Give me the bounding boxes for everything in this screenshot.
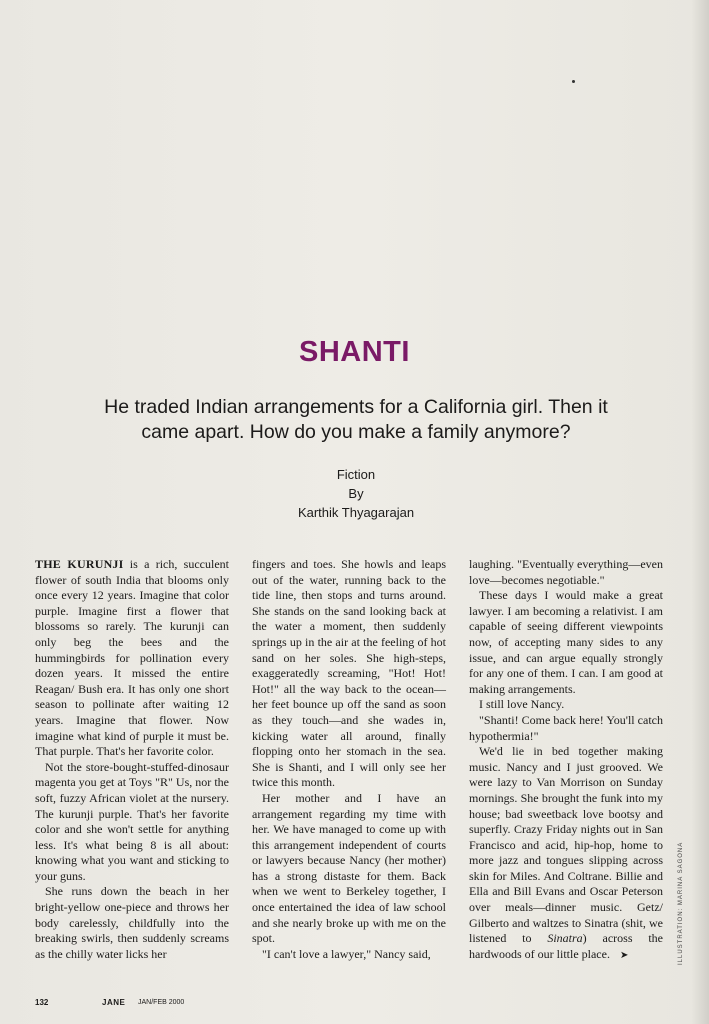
paragraph: laughing. "Eventually everything—even love—becomes negotiable."	[469, 557, 663, 587]
paragraph: "Shanti! Come back here! You'll catch hypothermia!"	[469, 712, 663, 743]
lead-in: THE KURUNJI	[35, 557, 124, 571]
genre-label: Fiction	[336, 467, 376, 482]
print-speck	[572, 80, 575, 83]
paragraph-text: is a rich, succulent flower of south India that blooms only once every 12 years. Imagine that color purple. Imagine first a flower that blossoms so rarely. The kurunji can only beg the bees and the hummingbirds for pollination every dozen years. It missed the entire Reagan/ Bush era. It has only one short season to pollinate after waiting 12 years. Imagine that flower. Now imagine what kind of purple it must be. That purple. That's her favorite color.	[35, 557, 229, 759]
issue-date: JAN/FEB 2000	[138, 999, 185, 1006]
paragraph: "I can't love a lawyer," Nancy said,	[262, 946, 431, 961]
magazine-name: JANE	[102, 998, 126, 1007]
paragraph: Her mother and I have an arrangement regarding my time with her. We have managed to come up with this arrangement independent of courts or lawyers because Nancy (her mother) has a strong distaste for them. Back when we went to Berkeley together, I once entertained the idea of law school and she nearly broke up with me on the spot.	[252, 790, 446, 946]
paragraph: She runs down the beach in her bright-yellow one-piece and throws her body carelessly, childfully into the breaking swirls, then suddenly screams as the chilly water licks her	[35, 884, 229, 961]
paragraph	[35, 557, 229, 760]
article-title: SHANTI	[299, 336, 410, 368]
column-1	[35, 557, 229, 962]
column-3	[469, 557, 663, 963]
italic-title: Sinatra	[547, 931, 583, 946]
paragraph-text: We'd lie in bed together making music. Nancy and I just grooved. We were lazy to Van Morrison on Sunday mornings. She brought the funk into my house; bad sweetback love bootsy and superfly. Crazy Friday nights out in San Francisco and acid, hip-hop, home to more jazz and tongues slipping across skin for Miles. And Coltrane. Billie and Ella and Bill Evans and Oscar Peterson over meals—dinner music. Getz/ Gilberto and waltzes to Sinatra (shit, we listened to	[469, 744, 663, 946]
paragraph: fingers and toes. She howls and leaps out of the water, running back to the tide line, then stops and turns around. She stands on the sand looking back at the water a moment, then suddenly springs up in the air at the feeling of hot sand on her soles. She high-steps, exaggeratedly screaming, "Hot! Hot! Hot!" all the way back to the ocean—her feet bounce up off the sand as soon as they touch—and she wades in, kicking water all around, finally flopping onto her stomach in the sea. She is Shanti, and I will only see her twice this month.	[252, 557, 446, 790]
author-name: Karthik Thyagarajan	[297, 505, 415, 520]
paragraph: I still love Nancy.	[479, 697, 565, 712]
by-label: By	[348, 486, 364, 501]
paragraph-text: ) across the hardwoods of our little place.	[469, 931, 663, 961]
byline	[0, 465, 709, 522]
end-arrow-icon: ➤	[619, 949, 629, 961]
illustration-credit: ILLUSTRATION: MARINA SAGONA	[678, 841, 684, 965]
paragraph	[469, 744, 663, 963]
paragraph: These days I would make a great lawyer. I am becoming a relativist. I am capable of seeing different viewpoints now, of accepting many sides to any issue, and can argue equally strongly for any one of them. I can. I am good at making arrangements.	[469, 588, 663, 696]
column-2	[252, 557, 446, 962]
paragraph: Not the store-bought-stuffed-dinosaur magenta you get at Toys "R" Us, nor the soft, fuzzy African violet at the nursery. The kurunji purple. That's her favorite color and she won't settle for anything less. It's what being 8 is all about: knowing what you want and sticking to your guns.	[35, 759, 229, 883]
page-number: 132	[35, 998, 49, 1007]
article-subtitle: He traded Indian arrangements for a California girl. Then it came apart. How do you make a family anymore?	[104, 396, 608, 443]
